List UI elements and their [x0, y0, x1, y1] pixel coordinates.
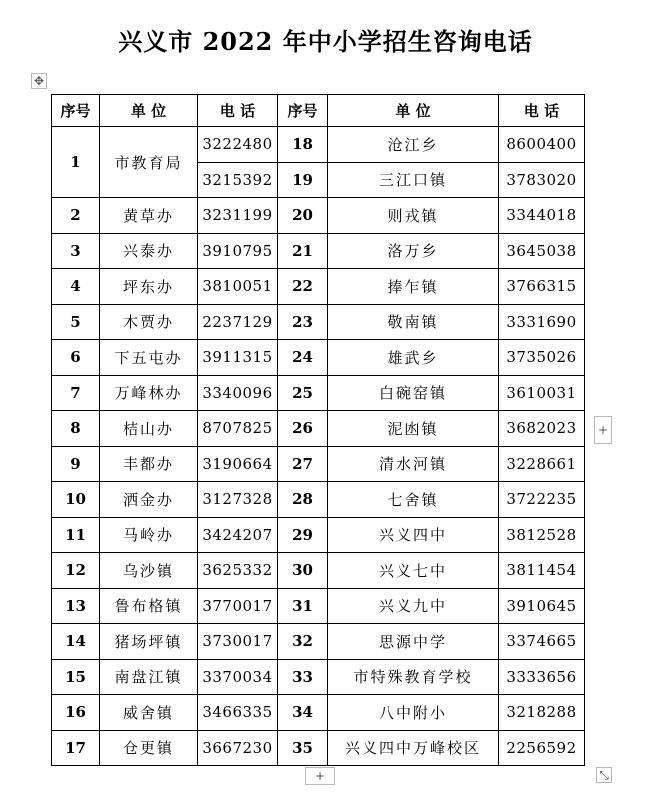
row-phone-2: 3722235 [499, 482, 585, 518]
header-phone-2: 电 话 [499, 95, 585, 127]
row-unit-2: 七舍镇 [328, 482, 499, 518]
table-row [52, 624, 585, 660]
row-phone: 3466335 [198, 695, 278, 731]
row-seq: 6 [52, 340, 100, 376]
table-row [52, 553, 585, 589]
table-row [52, 517, 585, 553]
row-unit-2: 洛万乡 [328, 233, 499, 269]
row-seq: 1 [52, 127, 100, 198]
row-phone-2: 3783020 [499, 162, 585, 198]
row-seq: 8 [52, 411, 100, 447]
row-seq-2: 32 [278, 624, 328, 660]
row-unit-2: 兴义七中 [328, 553, 499, 589]
row-unit-2: 兴义四中万峰校区 [328, 730, 499, 766]
row-unit-2: 思源中学 [328, 624, 499, 660]
row-unit-2: 市特殊教育学校 [328, 659, 499, 695]
row-seq: 17 [52, 730, 100, 766]
row-unit-2: 敬南镇 [328, 304, 499, 340]
row-seq-2: 30 [278, 553, 328, 589]
row-phone-2: 3766315 [499, 269, 585, 305]
table-row [52, 446, 585, 482]
row-unit: 万峰林办 [100, 375, 198, 411]
row-seq-2: 33 [278, 659, 328, 695]
row-seq-2: 24 [278, 340, 328, 376]
row-unit: 丰都办 [100, 446, 198, 482]
row-seq-2: 23 [278, 304, 328, 340]
row-unit: 乌沙镇 [100, 553, 198, 589]
table-row [52, 198, 585, 234]
row-seq-2: 29 [278, 517, 328, 553]
row-phone-2: 3735026 [499, 340, 585, 376]
table-row [52, 482, 585, 518]
row-phone: 3190664 [198, 446, 278, 482]
row-seq: 3 [52, 233, 100, 269]
add-column-plus-icon[interactable]: + [594, 416, 612, 444]
row-unit: 黄草办 [100, 198, 198, 234]
row-unit: 威舍镇 [100, 695, 198, 731]
row-seq-2: 19 [278, 162, 328, 198]
row-seq: 2 [52, 198, 100, 234]
table-header-row [52, 95, 585, 127]
row-phone-2: 3374665 [499, 624, 585, 660]
table-row [52, 375, 585, 411]
row-unit: 市教育局 [100, 127, 198, 198]
table-row [52, 340, 585, 376]
row-seq: 4 [52, 269, 100, 305]
row-seq: 16 [52, 695, 100, 731]
header-unit-2: 单 位 [328, 95, 499, 127]
table-row [52, 411, 585, 447]
table-row [52, 304, 585, 340]
row-phone-2: 8600400 [499, 127, 585, 163]
table-resize-handle-icon[interactable]: ⤡ [596, 767, 612, 783]
row-seq-2: 22 [278, 269, 328, 305]
row-phone-2: 3812528 [499, 517, 585, 553]
row-seq-2: 18 [278, 127, 328, 163]
row-unit: 木贾办 [100, 304, 198, 340]
row-unit: 兴泰办 [100, 233, 198, 269]
row-seq: 5 [52, 304, 100, 340]
row-phone: 3215392 [198, 162, 278, 198]
row-unit: 下五屯办 [100, 340, 198, 376]
row-seq: 13 [52, 588, 100, 624]
row-phone-2: 3682023 [499, 411, 585, 447]
row-seq: 7 [52, 375, 100, 411]
row-seq-2: 25 [278, 375, 328, 411]
row-phone-2: 3811454 [499, 553, 585, 589]
row-seq: 10 [52, 482, 100, 518]
row-phone: 3625332 [198, 553, 278, 589]
table-move-handle-icon[interactable]: ✥ [31, 73, 47, 89]
row-phone-2: 3331690 [499, 304, 585, 340]
row-phone: 3770017 [198, 588, 278, 624]
add-row-plus-icon[interactable]: + [305, 767, 335, 785]
row-phone-2: 3610031 [499, 375, 585, 411]
row-unit: 洒金办 [100, 482, 198, 518]
row-phone-2: 2256592 [499, 730, 585, 766]
row-unit-2: 沧江乡 [328, 127, 499, 163]
row-unit-2: 雄武乡 [328, 340, 499, 376]
row-seq-2: 27 [278, 446, 328, 482]
row-unit: 鲁布格镇 [100, 588, 198, 624]
row-phone: 3810051 [198, 269, 278, 305]
row-seq-2: 28 [278, 482, 328, 518]
row-phone-2: 3228661 [499, 446, 585, 482]
row-unit-2: 兴义九中 [328, 588, 499, 624]
row-phone: 3911315 [198, 340, 278, 376]
table-row [52, 127, 585, 163]
row-unit-2: 兴义四中 [328, 517, 499, 553]
row-phone: 2237129 [198, 304, 278, 340]
row-phone: 3910795 [198, 233, 278, 269]
row-seq: 9 [52, 446, 100, 482]
row-unit: 桔山办 [100, 411, 198, 447]
row-unit-2: 白碗窑镇 [328, 375, 499, 411]
row-seq-2: 26 [278, 411, 328, 447]
row-unit: 仓更镇 [100, 730, 198, 766]
header-seq-2: 序号 [278, 95, 328, 127]
header-unit: 单 位 [100, 95, 198, 127]
row-unit-2: 清水河镇 [328, 446, 499, 482]
header-phone: 电 话 [198, 95, 278, 127]
row-unit-2: 八中附小 [328, 695, 499, 731]
table-row [52, 695, 585, 731]
row-phone-2: 3218288 [499, 695, 585, 731]
row-phone: 3231199 [198, 198, 278, 234]
row-phone: 8707825 [198, 411, 278, 447]
row-unit: 猪场坪镇 [100, 624, 198, 660]
contact-table [51, 94, 585, 766]
row-seq-2: 35 [278, 730, 328, 766]
row-phone-2: 3645038 [499, 233, 585, 269]
row-phone-2: 3333656 [499, 659, 585, 695]
row-seq: 12 [52, 553, 100, 589]
table-row [52, 588, 585, 624]
table-row [52, 233, 585, 269]
row-seq-2: 34 [278, 695, 328, 731]
row-phone: 3370034 [198, 659, 278, 695]
row-phone: 3667230 [198, 730, 278, 766]
row-phone: 3340096 [198, 375, 278, 411]
row-unit-2: 则戎镇 [328, 198, 499, 234]
table-row [52, 659, 585, 695]
table-row [52, 269, 585, 305]
row-seq: 15 [52, 659, 100, 695]
row-phone: 3730017 [198, 624, 278, 660]
row-phone: 3424207 [198, 517, 278, 553]
table-row [52, 730, 585, 766]
document-title: 兴义市 2022 年中小学招生咨询电话 [118, 27, 533, 56]
row-unit: 坪东办 [100, 269, 198, 305]
row-seq-2: 31 [278, 588, 328, 624]
row-seq-2: 21 [278, 233, 328, 269]
row-phone-2: 3344018 [499, 198, 585, 234]
row-phone: 3222480 [198, 127, 278, 163]
row-phone-2: 3910645 [499, 588, 585, 624]
row-unit-2: 捧乍镇 [328, 269, 499, 305]
row-seq: 11 [52, 517, 100, 553]
row-unit-2: 三江口镇 [328, 162, 499, 198]
header-seq: 序号 [52, 95, 100, 127]
row-unit: 南盘江镇 [100, 659, 198, 695]
row-seq-2: 20 [278, 198, 328, 234]
row-unit: 马岭办 [100, 517, 198, 553]
row-unit-2: 泥凼镇 [328, 411, 499, 447]
row-seq: 14 [52, 624, 100, 660]
row-phone: 3127328 [198, 482, 278, 518]
